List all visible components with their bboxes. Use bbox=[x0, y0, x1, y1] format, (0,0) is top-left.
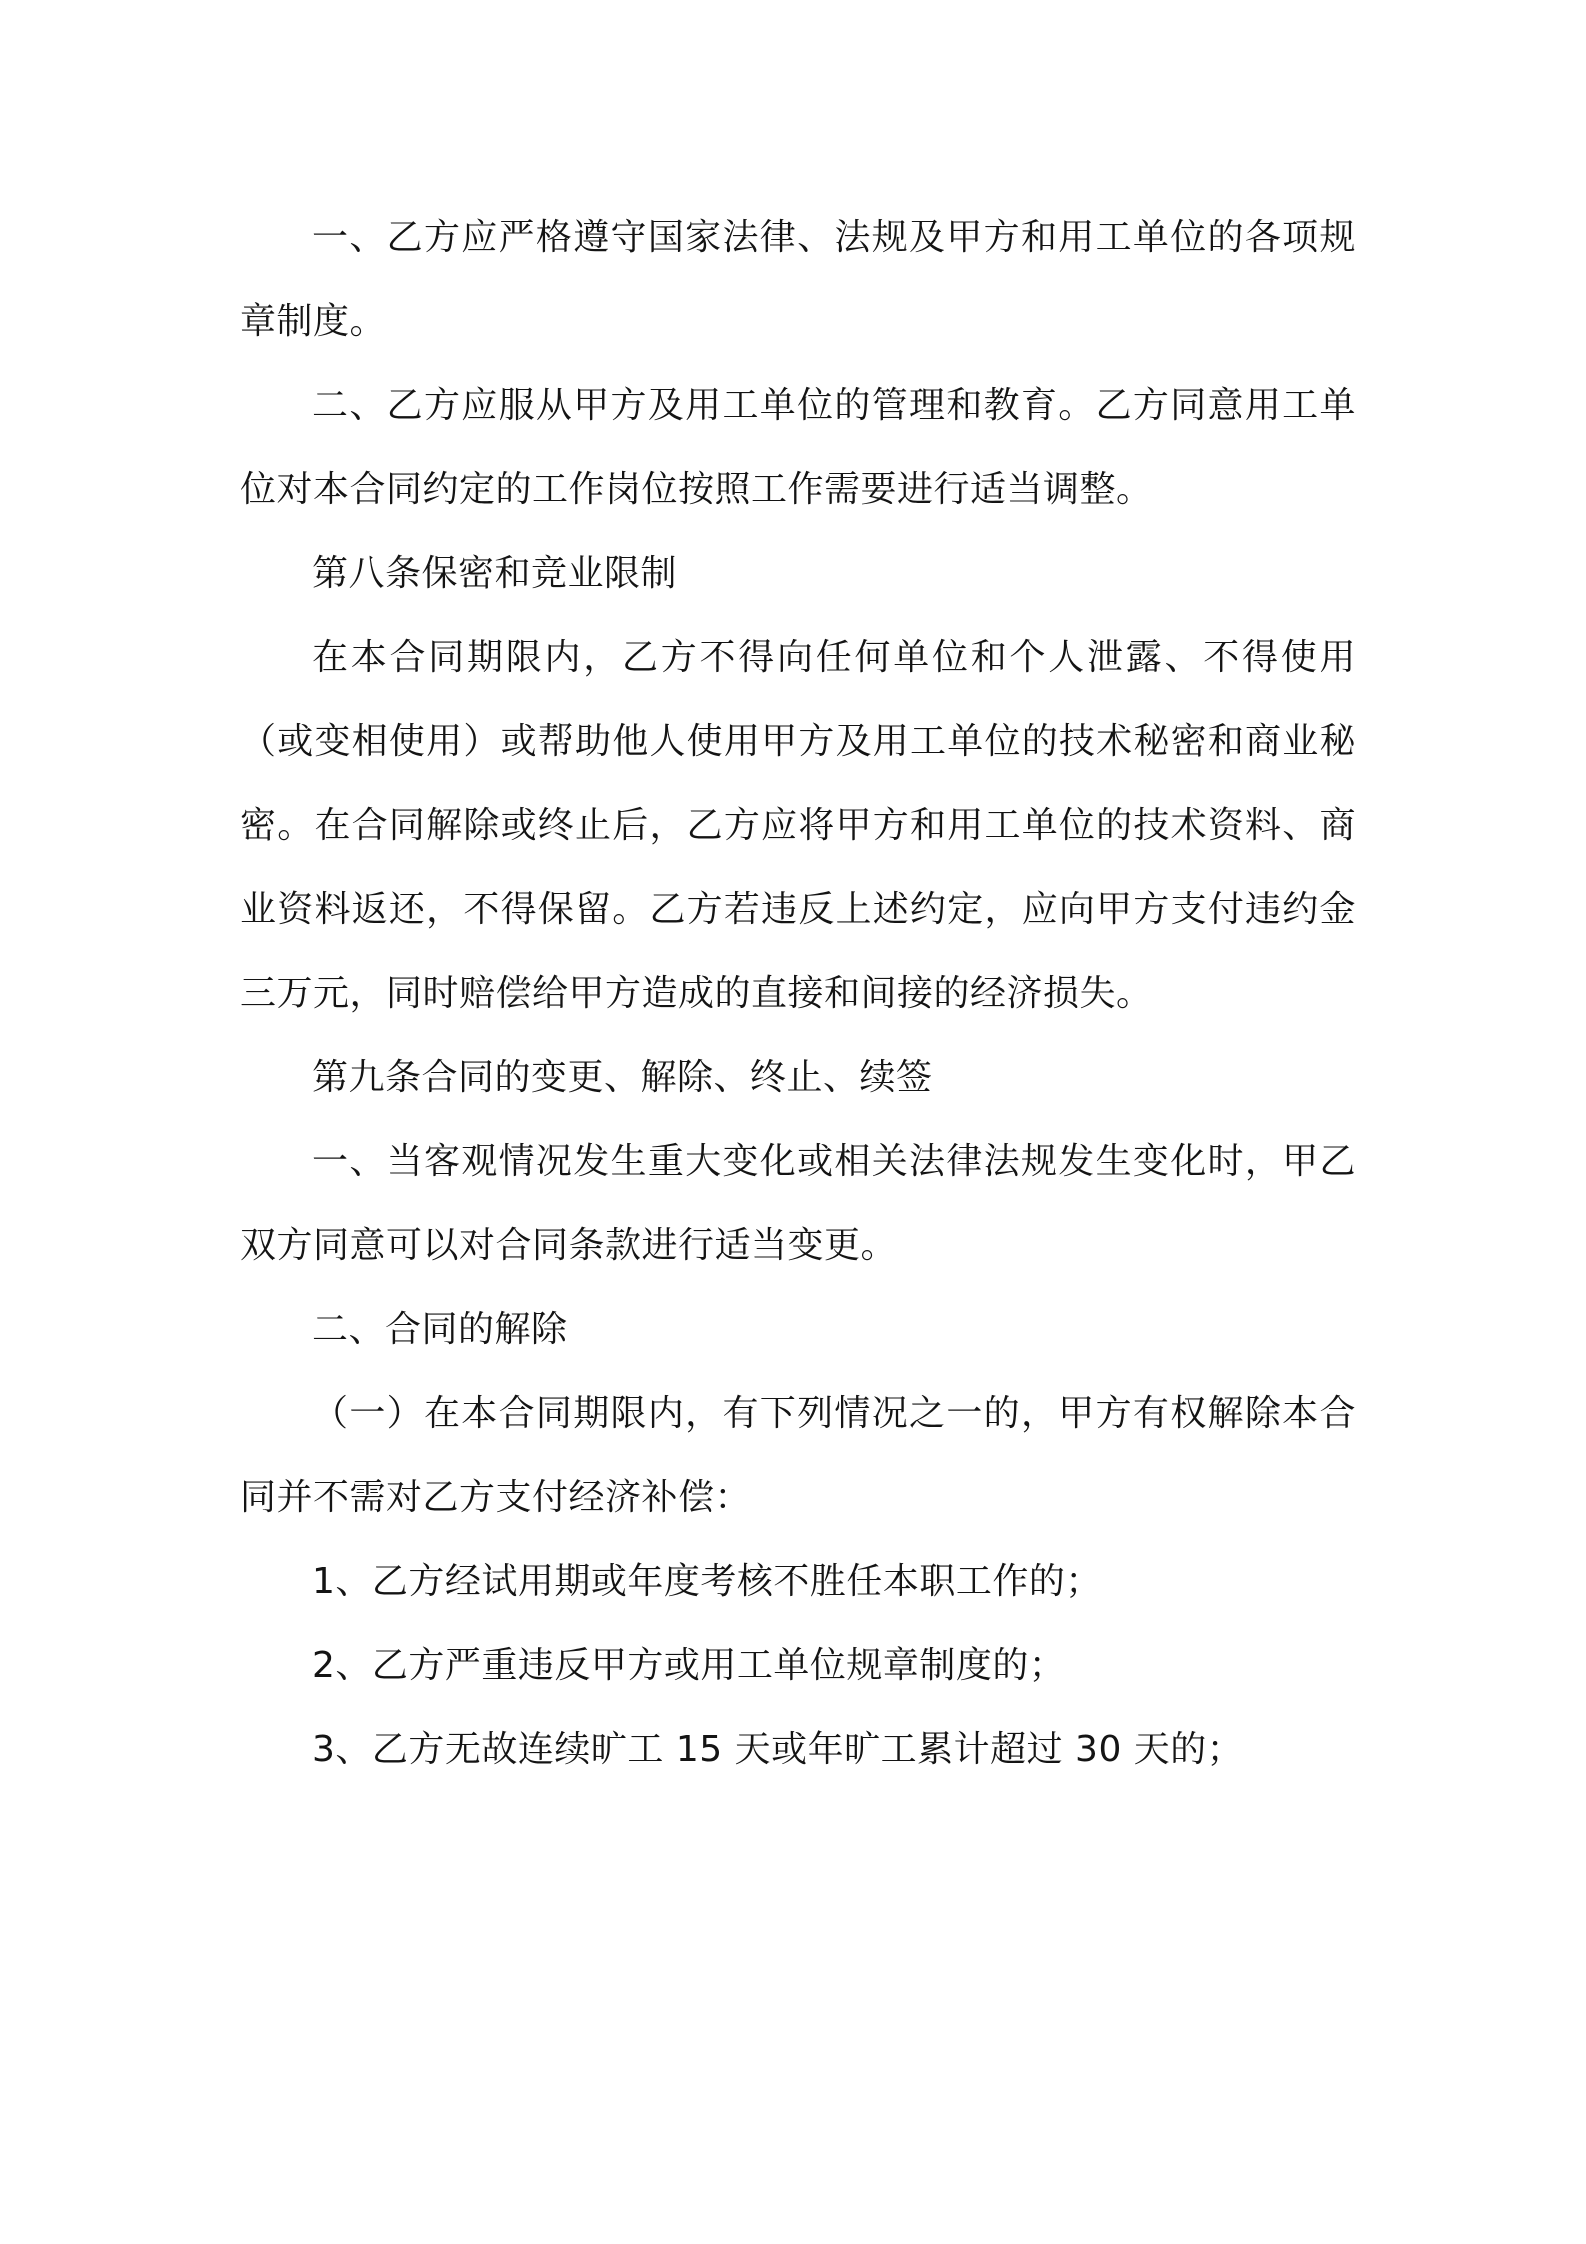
list-item-3: 3、乙方无故连续旷工 15 天或年旷工累计超过 30 天的； bbox=[312, 1729, 1244, 1770]
clause-compliance: 一、乙方应严格遵守国家法律、法规及甲方和用工单位的各项规章制度。 bbox=[240, 217, 1356, 342]
clause-termination-conditions: （一）在本合同期限内，有下列情况之一的，甲方有权解除本合同并不需对乙方支付经济补偿： bbox=[240, 1393, 1356, 1518]
article-9-heading: 第九条合同的变更、解除、终止、续签 bbox=[312, 1057, 933, 1098]
article-8-heading: 第八条保密和竞业限制 bbox=[312, 553, 678, 594]
article-8-confidentiality: 在本合同期限内，乙方不得向任何单位和个人泄露、不得使用（或变相使用）或帮助他人使用甲方及用工单位的技术秘密和商业秘密。在合同解除或终止后，乙方应将甲方和用工单位的技术资料、商业资料返还，不得保留。乙方若违反上述约定，应向甲方支付违约金三万元，同时赔偿给甲方造成的直接和间接的经济损失。 bbox=[240, 637, 1356, 1014]
list-item-1: 1、乙方经试用期或年度考核不胜任本职工作的； bbox=[312, 1561, 1102, 1602]
list-item-2: 2、乙方严重违反甲方或用工单位规章制度的； bbox=[312, 1645, 1066, 1686]
clause-termination-heading: 二、合同的解除 bbox=[312, 1309, 568, 1350]
contract-body bbox=[240, 196, 1356, 1792]
clause-change: 一、当客观情况发生重大变化或相关法律法规发生变化时，甲乙双方同意可以对合同条款进行适当变更。 bbox=[240, 1141, 1356, 1266]
clause-management: 二、乙方应服从甲方及用工单位的管理和教育。乙方同意用工单位对本合同约定的工作岗位按照工作需要进行适当调整。 bbox=[240, 385, 1356, 510]
